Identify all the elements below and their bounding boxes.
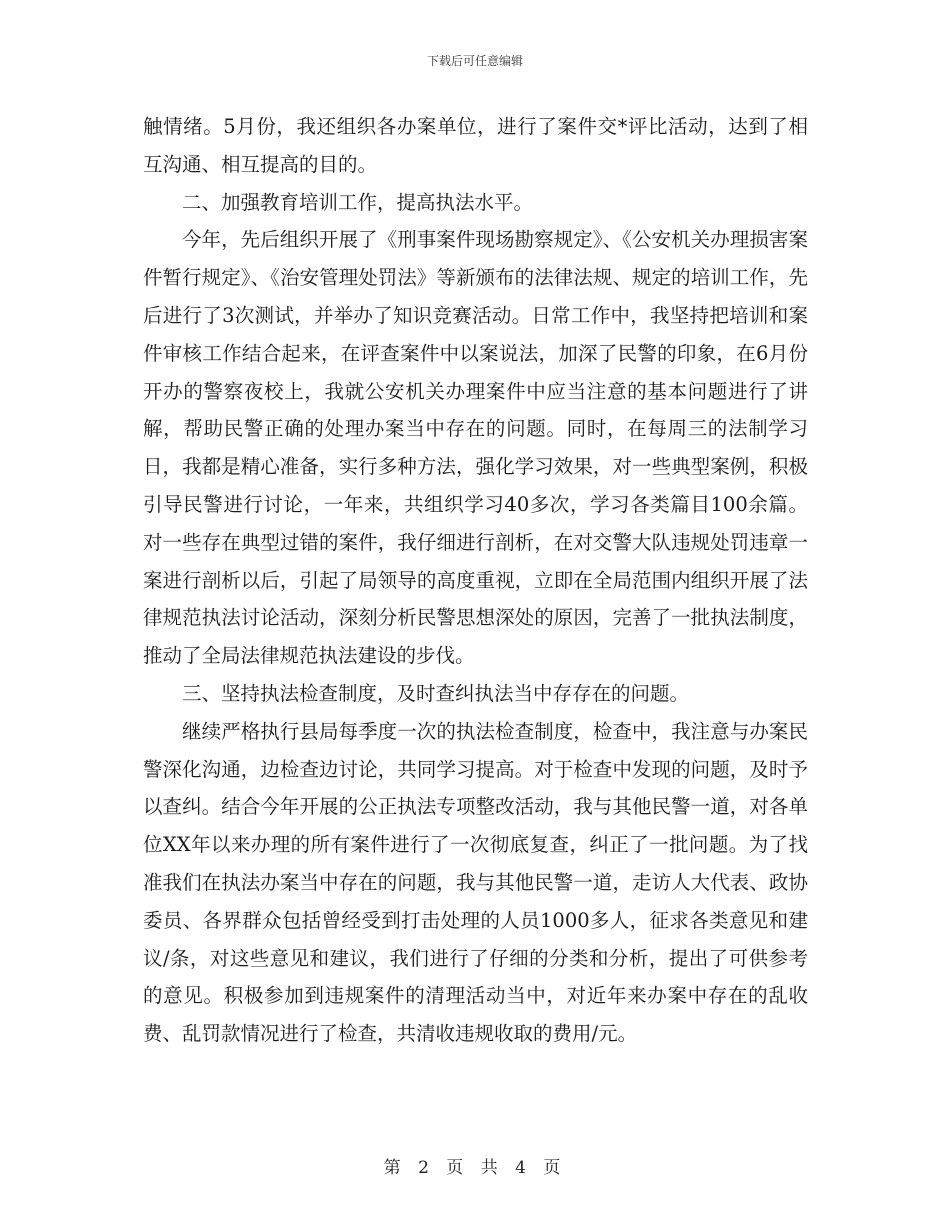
paragraph-continuation: 触情绪。5月份，我还组织各办案单位，进行了案件交*评比活动，达到了相互沟通、相互提高的目的。 [143, 115, 808, 176]
document-body [143, 108, 808, 1053]
section-heading-2: 二、加强教育培训工作，提高执法水平。 [182, 190, 534, 214]
paragraph-training: 今年，先后组织开展了《刑事案件现场勘察规定》、《公安机关办理损害案件暂行规定》、《治安管理处罚法》等新颁布的法律法规、规定的培训工作，先后进行了3次测试，并举办了知识竞赛活动。日常工作中，我坚持把培训和案件审核工作结合起来，在评查案件中以案说法，加深了民警的印象，在6月份开办的警察夜校上，我就公安机关办理案件中应当注意的基本问题进行了讲解，帮助民警正确的处理办案当中存在的问题。同时，在每周三的法制学习日，我都是精心准备，实行多种方法，强化学习效果，对一些典型案例，积极引导民警进行讨论，一年来，共组织学习40多次，学习各类篇目100余篇。对一些存在典型过错的案件，我仔细进行剖析，在对交警大队违规处罚违章一案进行剖析以后，引起了局领导的高度重视，立即在全局范围内组织开展了法律规范执法讨论活动，深刻分析民警思想深处的原因，完善了一批执法制度，推动了全局法律规范执法建设的步伐。 [143, 228, 808, 668]
section-heading-3: 三、坚持执法检查制度，及时查纠执法当中存存在的问题。 [182, 681, 690, 705]
page-header: 下载后可任意编辑 [426, 54, 523, 68]
paragraph-inspection: 继续严格执行县局每季度一次的执法检查制度，检查中，我注意与办案民警深化沟通，边检查边讨论，共同学习提高。对于检查中发现的问题，及时予以查纠。结合今年开展的公正执法专项整改活动，我与其他民警一道，对各单位XX年以来办理的所有案件进行了一次彻底复查，纠正了一批问题。为了找准我们在执法办案当中存在的问题，我与其他民警一道，走访人大代表、政协委员、各界群众包括曾经受到打击处理的人员1000多人，征求各类意见和建议/条，对这些意见和建议，我们进行了仔细的分类和分析，提出了可供参考的意见。积极参加到违规案件的清理活动当中，对近年来办案中存在的乱收费、乱罚款情况进行了检查，共清收违规收取的费用/元。 [143, 719, 808, 1046]
page-number: 第 2 页 共 4 页 [383, 1158, 567, 1178]
